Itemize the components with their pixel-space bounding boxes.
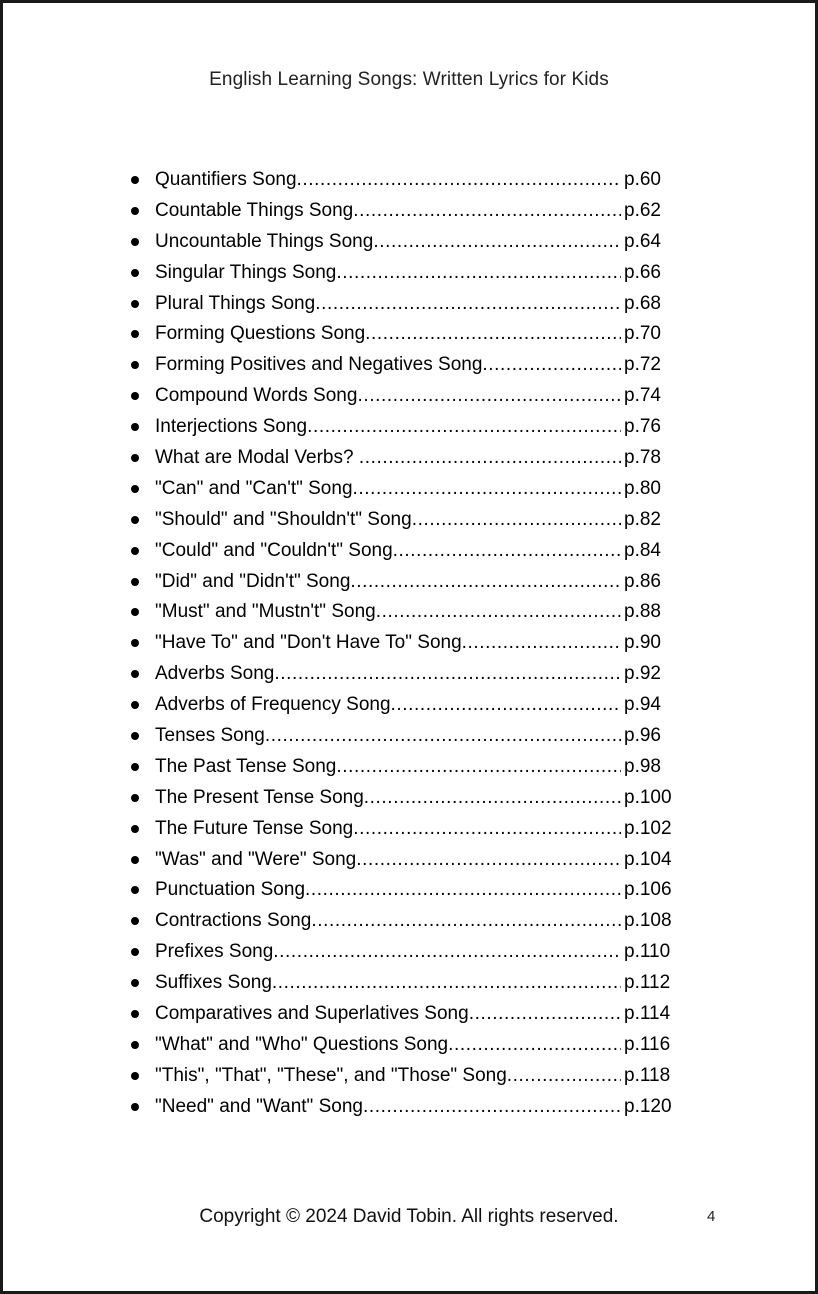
toc-item-page: p.86 (624, 570, 661, 592)
toc-item-title: What are Modal Verbs? ..... (155, 443, 621, 474)
bullet-icon (131, 392, 139, 400)
bullet-icon (131, 639, 139, 647)
toc-item-title: "This", "That", "These", and "Those" Song ..... (155, 1061, 621, 1092)
toc-item-page: p.118 (624, 1064, 671, 1086)
toc-item-page: p.98 (624, 755, 661, 777)
toc-item-page: p.108 (624, 910, 672, 932)
toc-item (131, 906, 691, 937)
toc-item-title: Compound Words Song ..... (155, 381, 621, 412)
bullet-icon (131, 300, 139, 308)
toc-item-page: p.60 (624, 169, 661, 190)
toc-item-page: p.76 (624, 416, 661, 438)
toc-item (131, 505, 691, 536)
toc-item-page: p.64 (624, 230, 661, 252)
toc-item-page: p.70 (624, 323, 661, 345)
bullet-icon (131, 1103, 139, 1111)
toc-item (131, 474, 691, 505)
bullet-icon (131, 608, 139, 616)
toc-item-title: "What" and "Who" Questions Song ..... (155, 1030, 621, 1061)
toc-item (131, 1092, 691, 1123)
toc-item-page: p.106 (624, 879, 672, 901)
toc-item (131, 1061, 691, 1092)
bullet-icon (131, 1072, 139, 1080)
toc-item-title: Comparatives and Superlatives Song ..... (155, 999, 621, 1030)
toc-item-page: p.80 (624, 477, 661, 499)
toc-item (131, 412, 691, 443)
toc-item-title: Plural Things Song ..... (155, 289, 621, 320)
toc-item-title: "Have To" and "Don't Have To" Song ..... (155, 628, 621, 659)
toc-item (131, 628, 691, 659)
bullet-icon (131, 825, 139, 833)
toc-item-title: Forming Positives and Negatives Song ..... (155, 350, 621, 381)
toc-item (131, 227, 691, 258)
toc-item (131, 721, 691, 752)
toc-item-title: The Present Tense Song ..... (155, 783, 621, 814)
toc-item-page: p.62 (624, 199, 661, 221)
bullet-icon (131, 547, 139, 555)
bullet-icon (131, 917, 139, 925)
bullet-icon (131, 578, 139, 586)
toc-item-title: "Need" and "Want" Song ..... (155, 1092, 621, 1123)
toc-item-page: p.68 (624, 292, 661, 314)
toc-item (131, 289, 691, 320)
toc-item-page: p.94 (624, 694, 661, 716)
table-of-contents (131, 165, 691, 1123)
toc-item-title: "Can" and "Can't" Song ..... (155, 474, 621, 505)
bullet-icon (131, 1010, 139, 1018)
bullet-icon (131, 269, 139, 277)
toc-item (131, 999, 691, 1030)
toc-item-title: Suffixes Song ..... (155, 968, 621, 999)
toc-item (131, 1030, 691, 1061)
toc-item-title: Contractions Song ..... (155, 906, 621, 937)
bullet-icon (131, 1041, 139, 1049)
toc-item-title: Forming Questions Song ..... (155, 319, 621, 350)
toc-item (131, 752, 691, 783)
toc-item-title: Countable Things Song ..... (155, 196, 621, 227)
toc-item (131, 165, 691, 196)
toc-item (131, 258, 691, 289)
bullet-icon (131, 423, 139, 431)
toc-item-title: Singular Things Song ..... (155, 258, 621, 289)
bullet-icon (131, 979, 139, 987)
toc-item-title: "Could" and "Couldn't" Song ..... (155, 536, 621, 567)
toc-item-title: Punctuation Song ..... (155, 875, 621, 906)
bullet-icon (131, 948, 139, 956)
toc-item-title: The Past Tense Song ..... (155, 752, 621, 783)
toc-item-title: The Future Tense Song ..... (155, 814, 621, 845)
toc-item-page: p.114 (624, 1003, 671, 1025)
toc-item (131, 443, 691, 474)
bullet-icon (131, 516, 139, 524)
toc-item-page: p.72 (624, 354, 661, 376)
toc-item-page: p.120 (624, 1095, 672, 1117)
toc-item-title: "Should" and "Shouldn't" Song ..... (155, 505, 621, 536)
toc-item-title: "Was" and "Were" Song ..... (155, 845, 621, 876)
toc-item-title: Adverbs of Frequency Song ..... (155, 690, 621, 721)
toc-item (131, 536, 691, 567)
toc-item-page: p.104 (624, 848, 672, 870)
bullet-icon (131, 886, 139, 894)
toc-item-page: p.84 (624, 539, 661, 561)
toc-item-page: p.88 (624, 601, 661, 623)
toc-item-page: p.112 (624, 972, 671, 994)
bullet-icon (131, 361, 139, 369)
bullet-icon (131, 794, 139, 802)
bullet-icon (131, 701, 139, 709)
toc-item-title: Quantifiers Song ..... (155, 165, 621, 196)
toc-item (131, 937, 691, 968)
toc-item-page: p.100 (624, 786, 672, 808)
toc-item-page: p.74 (624, 385, 661, 407)
toc-item-title: "Must" and "Mustn't" Song ..... (155, 597, 621, 628)
toc-item-page: p.90 (624, 632, 661, 654)
toc-item-page: p.78 (624, 447, 661, 469)
bullet-icon (131, 856, 139, 864)
running-header: English Learning Songs: Written Lyrics for Kids (209, 69, 609, 90)
bullet-icon (131, 670, 139, 678)
toc-item-title: "Did" and "Didn't" Song ..... (155, 567, 621, 598)
toc-item (131, 196, 691, 227)
toc-item (131, 567, 691, 598)
toc-item (131, 381, 691, 412)
toc-item (131, 968, 691, 999)
toc-item-page: p.102 (624, 817, 672, 839)
bullet-icon (131, 763, 139, 771)
toc-item-page: p.116 (624, 1033, 671, 1055)
bullet-icon (131, 732, 139, 740)
toc-item-page: p.66 (624, 261, 661, 283)
toc-item (131, 814, 691, 845)
bullet-icon (131, 330, 139, 338)
toc-item-title: Interjections Song ..... (155, 412, 621, 443)
toc-item (131, 659, 691, 690)
toc-item-title: Prefixes Song ..... (155, 937, 621, 968)
toc-item-page: p.82 (624, 508, 661, 530)
toc-item-title: Adverbs Song ..... (155, 659, 621, 690)
toc-item (131, 845, 691, 876)
toc-item (131, 319, 691, 350)
toc-item (131, 875, 691, 906)
toc-item-title: Uncountable Things Song ..... (155, 227, 621, 258)
toc-item-page: p.92 (624, 663, 661, 685)
bullet-icon (131, 176, 139, 184)
bullet-icon (131, 485, 139, 493)
toc-item (131, 783, 691, 814)
toc-item-title: Tenses Song ..... (155, 721, 621, 752)
bullet-icon (131, 454, 139, 462)
toc-item (131, 690, 691, 721)
toc-item-page: p.110 (624, 941, 671, 963)
toc-item (131, 597, 691, 628)
bullet-icon (131, 207, 139, 215)
bullet-icon (131, 238, 139, 246)
toc-item (131, 350, 691, 381)
copyright-footer: Copyright © 2024 David Tobin. All rights reserved. (199, 1206, 619, 1227)
toc-item-page: p.96 (624, 725, 661, 747)
page-number: 4 (707, 1208, 716, 1225)
